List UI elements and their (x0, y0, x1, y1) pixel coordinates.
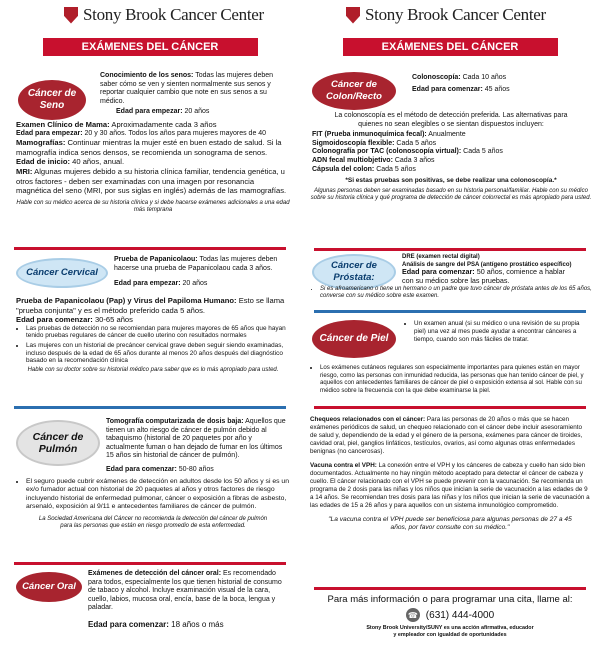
colonoscopy-label: Colonoscopía: (412, 74, 461, 81)
phone-row (306, 608, 594, 622)
cta-text: Para más información o para programar una cita, llame al: (327, 594, 573, 605)
pill-cervical: Cáncer Cervical (16, 258, 108, 288)
cotest-text: Esto se llama "prueba conjunta" y es el método preferido cada 5 años. (16, 296, 285, 315)
pap-intro: Todas las mujeres deben hacerse una prueba de Papanicolaou cada 3 años. (114, 256, 278, 272)
shield-logo-icon (346, 7, 360, 24)
pill-skin: Cáncer de Piel (312, 320, 396, 358)
alt-dna-label: ADN fecal multiobjetivo: (312, 156, 393, 164)
cotest-age-label: Edad para comenzar: (16, 315, 93, 325)
cotest-age: 30-65 años (94, 315, 133, 325)
brand-header (6, 0, 294, 30)
list-item: • El seguro puede cubrir exámenes de detección en adultos desde los 50 años y si es un ex/o fumador actual con historial de 20 paquetes al años y otros factores de riesgo incluyendo historial de enfermedad pulmonar, cáncer o exposición a fibras de asbesto, arsenaló, exposición al 9/11 e antecedentes familiares de cáncer de pulmón. (26, 478, 290, 512)
skin-bullets (404, 320, 592, 346)
mammo-start-label: Edad de inicio: (16, 157, 71, 167)
list-item: • Un examen anual (si su médico o una revisión de su propia piel) una vez al mes puede ayudar a encontrar cánceres a tiempo, cuando son más fáciles de tratar. (414, 320, 592, 344)
clinical-age: 20 y 30 años. Todos los años para mujeres mayores de 40 (84, 129, 267, 137)
checkup-label: Chequeos relacionados con el cáncer: (310, 416, 426, 423)
section-colon-cancer (306, 68, 594, 250)
colon-age: 45 años (484, 86, 510, 93)
section-prostate-cancer (306, 254, 594, 312)
section-skin-cancer (306, 316, 594, 406)
clinical-exam-label: Examen Clínico de Mama: (16, 120, 110, 129)
colon-age-label: Edad para comenzar: (412, 86, 483, 93)
cervical-bullets (16, 325, 290, 365)
divider (314, 587, 586, 590)
brand-name: Stony Brook Cancer Center (365, 5, 546, 24)
psa-label: Análisis de sangre del PSA (antígeno prostático específico) (402, 261, 572, 268)
list-item: • Los exámenes cutáneos regulares son especialmente importantes para quienes están en mayor riesgo, como las personas con inmunidad reducida, las personas que han tenido cáncer de piel, y aquellos con antecedentes familiares de cáncer de piel o exposición extensa al sol. Hable con su médico sobre la frecuencia con la que debe examinarse la piel. (320, 364, 592, 394)
alt-capsule-label: Cápsula del colon: (312, 165, 375, 173)
breast-intro-label: Conocimiento de los senos: (100, 72, 194, 79)
oral-exam-text: Es recomendado para todos, especialmente los que tienen historial de consumo de tabaco y alcohol. Incluye examinación visual de la cara, cuello, labios, mucosa oral, encía, base de la boca, lengua y paladar. (88, 570, 282, 612)
breast-age-label: Edad para empezar: (116, 108, 183, 115)
ldct-label: Tomografía computarizada de dosis baja: (106, 418, 244, 425)
cervical-age-label: Edad para empezar: (114, 280, 181, 287)
section-lung-cancer (6, 412, 294, 564)
colon-warning: *Si estas pruebas son positivas, se debe realizar una colonoscopía.* (345, 177, 557, 185)
alt-capsule: Cada 5 años (376, 165, 416, 173)
phone-icon: ☎ (406, 608, 420, 622)
alt-sigmoid-label: Sigmoidoscopía flexible: (312, 139, 395, 147)
mammo-start: 40 años, anual. (72, 157, 125, 167)
divider (14, 406, 286, 409)
colon-note: Algunas personas deben ser examinadas basado en su historia personal/familiar. Hable con su médico sobre su historia clínica y qué programa de detección de cáncer colorrectal es más apropiado para usted. (310, 187, 592, 202)
list-item: • Las pruebas de detección no se recomiendan para mujeres mayores de 65 años que hayan tenido pruebas regulares de cáncer de cuello uterino con resultados normales (26, 325, 290, 340)
alt-ct: Cada 5 años (463, 148, 503, 156)
pill-lung: Cáncer de Pulmón (16, 420, 100, 466)
mammo-text: Continuar mientras la mujer esté en buen estado de salud. Si la mamografía indica senos densos, se recomienda un sonograma de senos. (16, 138, 282, 157)
alt-fit: Anualmente (428, 131, 466, 139)
divider (14, 247, 286, 250)
dre-label: DRE (examen rectal digital) (402, 254, 480, 260)
ldct-text: Aquellos que tienen un alto riesgo de cáncer de pulmón debido al tabaquismo (historial de 20 paquetes por año y actualmente fuman o han dejado de fumar en los últimos 15 años sin historial de cáncer de pulmón). (106, 418, 286, 460)
lung-note: La Sociedad Americana del Cáncer no recomienda la detección del cáncer de pulmón para las personas que están en riesgo promedio de esta enfermedad. (38, 515, 268, 530)
section-cervical-cancer (6, 252, 294, 410)
mammo-label: Mamografías: (16, 138, 66, 148)
divider (314, 248, 586, 251)
breast-note: Hable con su médico acerca de su historia clínica y si debe hacerse exámenes adicionales a una edad más temprana (16, 199, 290, 214)
prostate-age: 50 años, comience a hablar con su médico sobre las pruebas. (402, 267, 566, 285)
breast-age: 20 años (184, 108, 210, 115)
hpv-quote: "La vacuna contra el VPH puede ser beneficiosa para algunas personas de 27 a 45 años, por favor consulte con su médico." (328, 516, 572, 531)
cervical-age: 20 años (182, 280, 208, 287)
mri-label: MRI: (16, 166, 33, 176)
brand-header (306, 0, 594, 30)
divider (14, 562, 286, 565)
breast-intro: Todas las mujeres deben saber cómo se ven y sienten normalmente sus senos y reportar cualquier cambio que note en sus senos a su médico. (100, 72, 274, 105)
phone-number[interactable]: (631) 444-4000 (425, 609, 495, 621)
legal-text: Stony Brook University/SUNY es una acción afirmativa, educador y empleador con igualdad de oportunidades (366, 625, 534, 638)
page-title: EXÁMENES DEL CÁNCER (343, 38, 558, 56)
shield-logo-icon (64, 7, 78, 24)
mri-text: Algunas mujeres debido a su historia clínica familiar, tendencia genética, u otros factores - deben ser examinadas con una imagen por resonancia magnética del seno (MRI, por sus siglas en inglés) además de las mamografías. (16, 166, 287, 196)
brand-name: Stony Brook Cancer Center (83, 5, 264, 24)
checkup-text: Para las personas de 20 años o más que se hacen exámenes periódicos de salud, un chequeo relacionado con el cáncer debe incluir asesoramiento de salud y, dependiendo de la edad y el género de la persona, exámenes para cáncer de tiroides, cavidad oral, piel, ganglios linfáticos, testículos, ovarios, así como algunas otras enfermedades benignas (no cancerosas). (310, 416, 583, 455)
alt-dna: Cada 3 años (394, 156, 435, 164)
prostate-bullets (310, 286, 592, 303)
list-item: • Las mujeres con un historial de precáncer cervical grave deben seguir siendo examinadas, incluso después de la edad de 65 años durante al menos 20 años después del diagnóstico basado en la recomendación clínica (26, 342, 290, 365)
pap-intro-label: Prueba de Papanicolaou: (114, 256, 198, 263)
pill-breast: Cáncer de Seno (18, 80, 86, 120)
pill-oral: Cáncer Oral (16, 572, 82, 602)
skin-body (310, 364, 592, 396)
alt-fit-label: FIT (Prueba inmunoquímica fecal): (312, 131, 427, 139)
section-breast-cancer (6, 70, 294, 248)
left-page (6, 0, 294, 648)
colonoscopy-freq: Cada 10 años (462, 74, 507, 81)
colon-lead: La colonoscopía es el método de detección preferida. Las alternativas para quienes no sean elegibles o se sientan dispuestos incluyen: (334, 112, 568, 128)
cotest-label: Prueba de Papanicolaou (Pap) y Virus del Papiloma Humano: (16, 296, 237, 305)
section-checkups (306, 416, 594, 586)
clinical-age-label: Edad para empezar: (16, 129, 83, 137)
right-page (306, 0, 594, 648)
oral-age-label: Edad para comenzar: (88, 620, 169, 629)
divider (314, 310, 586, 313)
lung-age-label: Edad para comenzar: (106, 466, 177, 473)
clinical-exam: Aproximadamente cada 3 años (111, 120, 217, 129)
oral-exam-label: Exámenes de detección del cáncer oral: (88, 570, 222, 577)
pill-colon: Cáncer de Colon/Recto (312, 72, 396, 110)
hpv-text: La conexión entre el VPH y los cánceres de cabeza y cuello han sido bien documentados. Actualmente no hay ningún método aceptado para detectar el cáncer de cabeza y cuello. El cáncer relacionado con el VPH se puede prevenir con la vacunación. Se recomienda un programa de 2 dosis para las niñas y los niños que inician la serie de vacunación a las edades de 9 a 14 años. Se recomiendan tres dosis para las niñas y los niños que inician la serie de vacunación a las edades de 15 a 26 años y para aquellos con un sistema inmunológico comprometido. (310, 462, 590, 509)
hpv-label: Vacuna contra el VPH: (310, 462, 377, 469)
page-title: EXÁMENES DEL CÁNCER (43, 38, 258, 56)
alt-ct-label: Colonografía por TAC (colonoscopía virtual): (312, 148, 462, 156)
oral-age: 18 años o más (171, 620, 224, 629)
pill-prostate: Cáncer de Próstata: (312, 254, 396, 290)
footer (306, 594, 594, 648)
lung-age: 50-80 años (178, 466, 214, 473)
alt-sigmoid: Cada 5 años (396, 139, 437, 147)
lung-bullets (16, 478, 290, 512)
list-item: • Si es afroamericano o tiene un hermano o un padre que tuvo cáncer de próstata antes de los 65 años, converse con su médico sobre este examen. (320, 286, 592, 301)
cervical-note: Hable con su doctor sobre su historial médico para saber que es lo más apropiado para usted. (27, 366, 279, 373)
prostate-age-label: Edad para comenzar: (402, 267, 475, 276)
divider (314, 406, 586, 409)
section-oral-cancer (6, 568, 294, 648)
